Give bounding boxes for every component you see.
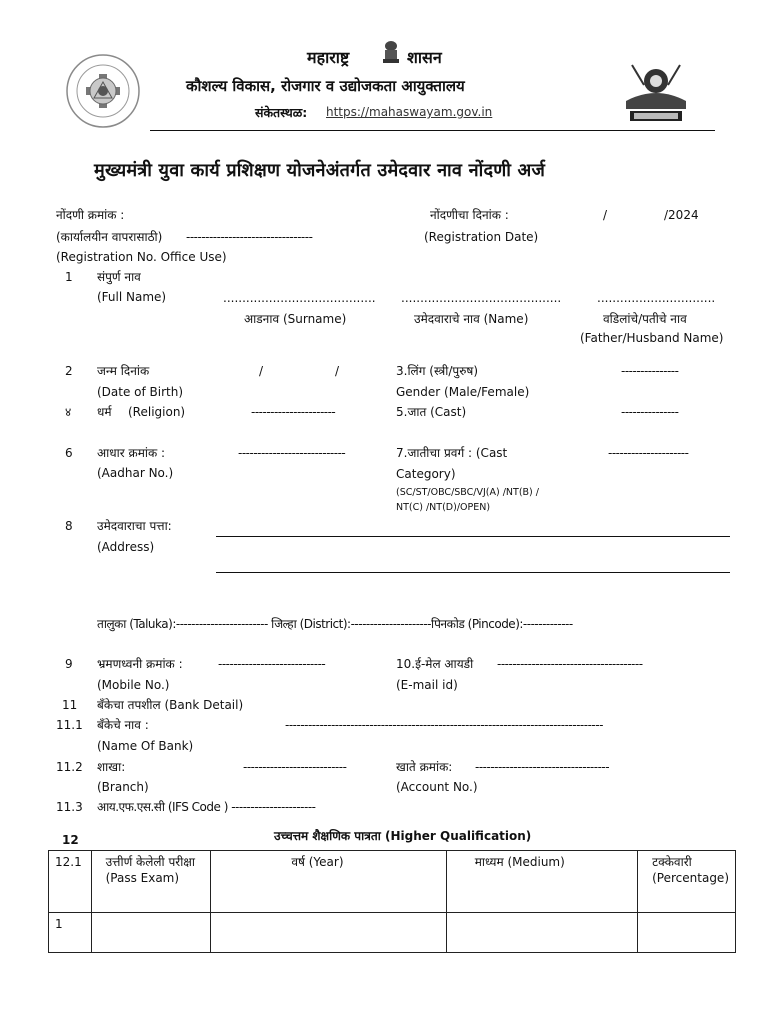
taluka-district-pincode-row[interactable]: तालुका (Taluka):------------------------ जिल्हा (District):---------------------पिनकोड (Pincode):------------- [97,617,573,631]
bank-name-label: बँकेचे नाव : [97,718,149,732]
field-6-number: 6 [65,446,73,460]
registration-date-en: (Registration Date) [424,230,539,244]
mobile-field[interactable]: ---------------------------- [218,657,326,671]
percentage-header: टक्केवारी (Percentage) [638,851,736,913]
email-label: 10.ई-मेल आयडी [396,657,474,671]
account-no-label: खाते क्रमांक: [396,760,453,774]
office-use-en: (Registration No. Office Use) [56,250,227,264]
field-9-number: 9 [65,657,73,671]
religion-field[interactable]: ---------------------- [251,405,336,419]
mobile-label: भ्रमणध्वनी क्रमांक : [97,657,183,671]
registration-date-year: /2024 [664,208,699,222]
address-line-2[interactable] [216,572,730,573]
candidate-name-caption: उमेदवाराचे नाव (Name) [414,312,529,326]
website-link[interactable]: https://mahaswayam.gov.in [326,105,493,119]
father-name-caption-en: (Father/Husband Name) [580,331,724,345]
skill-development-logo-icon [64,52,142,130]
aadhar-label-en: (Aadhar No.) [97,466,174,480]
field-11-number: 11 [62,698,78,712]
registration-no-label: नोंदणी क्रमांक : [56,208,125,222]
year-cell[interactable] [211,913,446,953]
aadhar-label: आधार क्रमांक : [97,446,166,460]
medium-header: माध्यम (Medium) [446,851,637,913]
gender-label-en: Gender (Male/Female) [396,385,530,399]
branch-label: शाखा: [97,760,126,774]
surname-caption: आडनाव (Surname) [244,312,347,326]
year-header: वर्ष (Year) [211,851,446,913]
pass-exam-header: उत्तीर्ण केलेली परीक्षा (Pass Exam) [91,851,211,913]
header-shasan: शासन [407,48,442,67]
row-number-cell: 12.1 [49,851,92,913]
candidate-name-field[interactable]: .......................................... [401,291,562,305]
father-name-caption: वडिलांचे/पतीचे नाव [603,312,687,326]
header-state: महाराष्ट्र [307,48,350,67]
field-11-2-number: 11.2 [56,760,83,774]
branch-field[interactable]: --------------------------- [243,760,347,774]
cast-category-options-2: NT(C) /NT(D)/OPEN) [396,502,491,513]
field-2-number: 2 [65,364,73,378]
office-use-label: (कार्यालयीन वापरासाठी) [56,230,163,244]
full-name-label: संपुर्ण नाव [97,270,141,284]
cast-category-label-b: Category) [396,467,456,481]
account-no-label-en: (Account No.) [396,780,478,794]
dob-sep-2[interactable]: / [335,364,340,378]
account-no-field[interactable]: ----------------------------------- [475,760,610,774]
row-number-cell: 1 [49,913,92,953]
table-row [49,851,736,913]
mobile-label-en: (Mobile No.) [97,678,170,692]
pass-exam-cell[interactable] [91,913,211,953]
field-1-number: 1 [65,270,73,284]
cast-category-field[interactable]: --------------------- [608,446,689,460]
email-field[interactable]: -------------------------------------- [497,657,643,671]
registration-date-sep: / [603,208,608,222]
dob-sep-1[interactable]: / [259,364,264,378]
aadhar-field[interactable]: ---------------------------- [238,446,346,460]
header-department: कौशल्य विकास, रोजगार व उद्योजकता आयुक्तालय [186,77,465,95]
bank-detail-label: बँकेचा तपशील (Bank Detail) [97,698,244,712]
cast-category-options-1: (SC/ST/OBC/SBC/VJ(A) /NT(B) / [396,487,539,498]
email-label-en: (E-mail id) [396,678,458,692]
full-name-label-en: (Full Name) [97,290,167,304]
percentage-cell[interactable] [638,913,736,953]
gender-field[interactable]: --------------- [621,364,679,378]
surname-field[interactable]: ........................................ [223,291,376,305]
religion-label: धर्म [97,405,112,419]
ifsc-row[interactable]: आय.एफ.एस.सी (IFS Code ) ---------------------- [97,800,316,814]
qualification-table [48,850,736,953]
qualification-heading: उच्चत्तम शैक्षणिक पात्रता (Higher Qualification) [274,829,532,843]
field-12-number: 12 [62,833,79,847]
dob-label-en: (Date of Birth) [97,385,184,399]
cast-label: 5.जात (Cast) [396,405,467,419]
address-label-en: (Address) [97,540,155,554]
cast-category-label: 7.जातीचा प्रवर्ग : (Cast [396,446,508,460]
commissionerate-logo-icon [622,55,690,127]
religion-label-en: (Religion) [128,405,186,419]
emblem-icon [379,40,403,66]
branch-label-en: (Branch) [97,780,149,794]
bank-name-field[interactable]: ----------------------------------------------------------------------------------- [285,718,603,732]
address-label: उमेदवाराचा पत्ता: [97,519,172,533]
registration-date-label: नोंदणीचा दिनांक : [430,208,509,222]
website-label: संकेतस्थळ: [255,105,308,120]
gender-label: 3.लिंग (स्त्री/पुरुष) [396,364,478,378]
field-4-number: ४ [65,405,72,419]
field-11-3-number: 11.3 [56,800,83,814]
bank-name-label-en: (Name Of Bank) [97,739,194,753]
header-divider [150,130,715,131]
form-title: मुख्यमंत्री युवा कार्य प्रशिक्षण योजनेअंतर्गत उमेदवार नाव नोंदणी अर्ज [94,160,546,181]
medium-cell[interactable] [446,913,637,953]
dob-label: जन्म दिनांक [97,364,150,378]
table-row [49,913,736,953]
field-8-number: 8 [65,519,73,533]
cast-field[interactable]: --------------- [621,405,679,419]
registration-no-field[interactable]: --------------------------------- [186,230,313,244]
address-line-1[interactable] [216,536,730,537]
father-name-field[interactable]: ............................... [597,291,716,305]
field-11-1-number: 11.1 [56,718,83,732]
